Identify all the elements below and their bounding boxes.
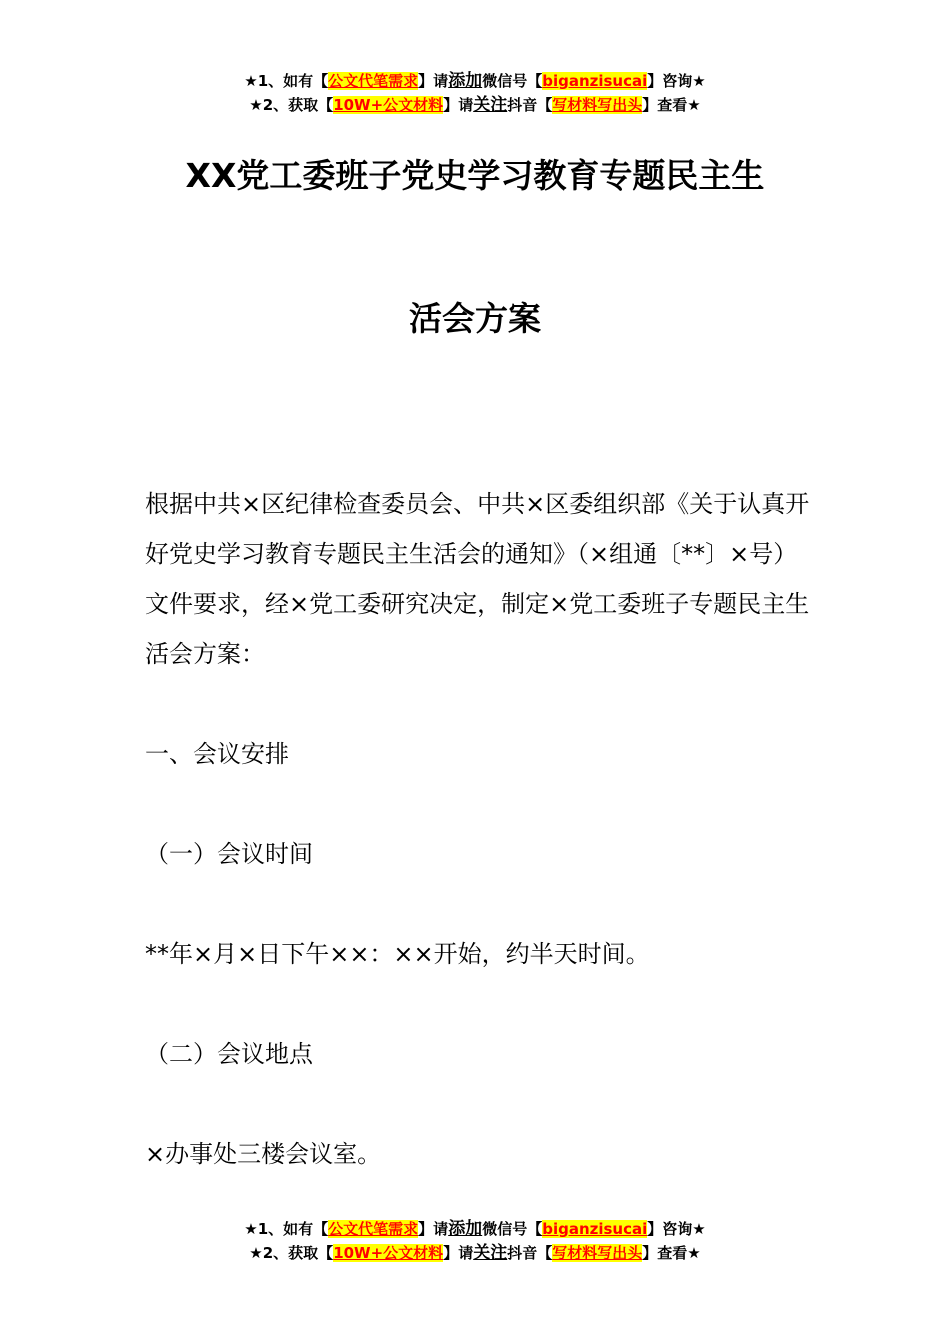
banner-highlight-service: 公文代笔需求 xyxy=(328,72,419,90)
banner-highlight-douyin: 写材料写出头 xyxy=(552,1244,643,1262)
meeting-place-text: ×办事处三楼会议室。 xyxy=(145,1140,382,1168)
banner-text: 】查看★ xyxy=(642,1244,701,1262)
footer-banner xyxy=(0,1217,950,1265)
banner-text: 】咨询★ xyxy=(647,1220,706,1238)
banner-emphasis: 添加 xyxy=(448,71,483,91)
intro-paragraph: 根据中共×区纪律检查委员会、中共×区委组织部《关于认真开好党史学习教育专题民主生活会的通知》（×组通〔**〕×号）文件要求，经×党工委研究决定，制定×党工委班子专题民主生活会方案： xyxy=(145,490,810,668)
banner-emphasis: 关注 xyxy=(473,1243,508,1263)
banner-text: 】咨询★ xyxy=(647,72,706,90)
header-banner xyxy=(0,69,950,117)
banner-text: ★1、如有【 xyxy=(244,72,329,90)
banner-text: 微信号【 xyxy=(482,1220,543,1238)
banner-emphasis: 添加 xyxy=(448,1219,483,1239)
banner-text: 抖音【 xyxy=(507,1244,553,1262)
page-title-line-1: XX党工委班子党史学习教育专题民主生 xyxy=(185,156,765,195)
banner-line-1 xyxy=(0,69,950,93)
banner-text: 抖音【 xyxy=(507,96,553,114)
banner-line-2 xyxy=(0,93,950,117)
subsection-heading-meeting-time: （一）会议时间 xyxy=(145,840,313,868)
banner-text: ★2、获取【 xyxy=(249,96,334,114)
banner-highlight-service: 公文代笔需求 xyxy=(328,1220,419,1238)
banner-text: ★1、如有【 xyxy=(244,1220,329,1238)
document-body xyxy=(145,479,810,1179)
meeting-time-text: **年×月×日下午××：××开始，约半天时间。 xyxy=(145,940,650,968)
section-heading-meeting-arrangement: 一、会议安排 xyxy=(145,740,289,768)
banner-text: 】请 xyxy=(443,1244,474,1262)
banner-line-1 xyxy=(0,1217,950,1241)
banner-highlight-materials: 10W+公文材料 xyxy=(333,1244,444,1262)
banner-highlight-douyin: 写材料写出头 xyxy=(552,96,643,114)
banner-text: 】请 xyxy=(418,72,449,90)
banner-text: ★2、获取【 xyxy=(249,1244,334,1262)
banner-emphasis: 关注 xyxy=(473,95,508,115)
banner-line-2 xyxy=(0,1241,950,1265)
banner-text: 】请 xyxy=(443,96,474,114)
banner-highlight-wechat: biganzisucai xyxy=(542,1220,648,1238)
banner-highlight-materials: 10W+公文材料 xyxy=(333,96,444,114)
banner-text: 】查看★ xyxy=(642,96,701,114)
banner-text: 】请 xyxy=(418,1220,449,1238)
banner-text: 微信号【 xyxy=(482,72,543,90)
banner-highlight-wechat: biganzisucai xyxy=(542,72,648,90)
page-title-line-2: 活会方案 xyxy=(409,299,541,338)
subsection-heading-meeting-place: （二）会议地点 xyxy=(145,1040,313,1068)
